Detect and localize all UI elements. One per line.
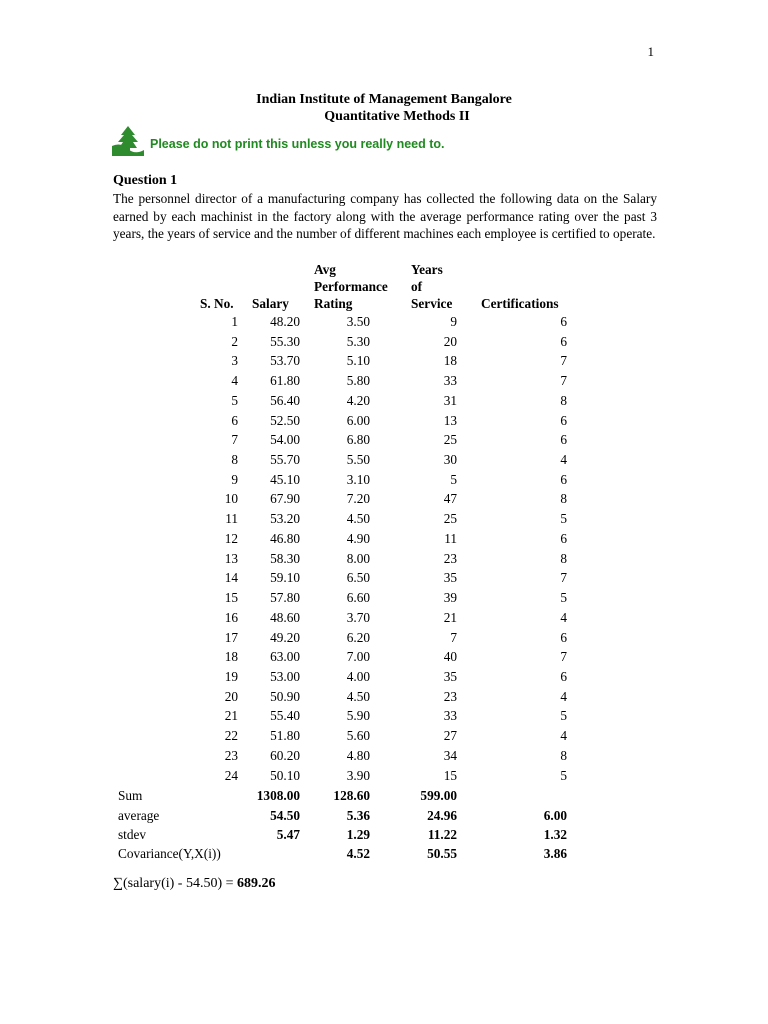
header-salary: Salary bbox=[252, 296, 289, 311]
table-cell: 35 bbox=[443, 570, 457, 586]
summary-label: Sum bbox=[118, 788, 143, 803]
summary-value: 4.52 bbox=[346, 846, 370, 861]
table-cell: 23 bbox=[443, 688, 457, 704]
table-cell: 57.80 bbox=[270, 590, 300, 606]
header-years-line1: Years bbox=[411, 262, 443, 277]
institute-title: Indian Institute of Management Bangalore bbox=[256, 92, 512, 107]
summary-value: 50.55 bbox=[427, 846, 457, 861]
question-text: The personnel director of a manufacturing company has collected the following data on the Salary earned by each machinist in the factory along with the average performance rating over the past 3 years, the years of service and the number of different machines each employee is certified to operate. bbox=[113, 191, 657, 242]
formula bbox=[113, 876, 276, 892]
table-cell: 53.00 bbox=[270, 668, 300, 684]
table-cell: 6.60 bbox=[346, 590, 370, 606]
table-cell: 8 bbox=[560, 392, 567, 408]
table-cell: 11 bbox=[444, 530, 457, 546]
table-cell: 7.00 bbox=[346, 649, 370, 665]
table-cell: 48.60 bbox=[270, 609, 300, 625]
header-years-line3: Service bbox=[411, 296, 453, 311]
table-cell: 55.40 bbox=[270, 708, 300, 724]
table-cell: 33 bbox=[443, 373, 457, 389]
table-cell: 4.90 bbox=[346, 530, 370, 546]
page-number: 1 bbox=[647, 44, 654, 59]
table-cell: 56.40 bbox=[270, 392, 300, 408]
summary-value: 5.36 bbox=[346, 808, 370, 823]
table-cell: 50.90 bbox=[270, 688, 300, 704]
table-cell: 5 bbox=[450, 471, 457, 487]
table-cell: 4 bbox=[560, 609, 567, 625]
table-cell: 6.50 bbox=[346, 570, 370, 586]
table-cell: 49.20 bbox=[270, 629, 300, 645]
table-cell: 13 bbox=[224, 550, 238, 566]
table-cell: 5 bbox=[231, 392, 238, 408]
table-cell: 8 bbox=[231, 452, 238, 468]
table-cell: 53.70 bbox=[270, 353, 300, 369]
table-cell: 53.20 bbox=[270, 511, 300, 527]
table-cell: 20 bbox=[443, 333, 457, 349]
table-cell: 6 bbox=[560, 333, 567, 349]
table-cell: 8 bbox=[560, 491, 567, 507]
question-heading: Question 1 bbox=[113, 173, 178, 188]
table-cell: 5 bbox=[560, 590, 567, 606]
header-years bbox=[411, 261, 452, 312]
summary-value: 128.60 bbox=[333, 788, 370, 803]
table-cell: 6 bbox=[560, 471, 567, 487]
table-cell: 47 bbox=[443, 491, 457, 507]
table-cell: 31 bbox=[443, 392, 457, 408]
table-cell: 7 bbox=[560, 373, 567, 389]
summary-value: 599.00 bbox=[420, 788, 457, 803]
summary-value: 1308.00 bbox=[256, 788, 300, 803]
table-cell: 4.00 bbox=[346, 668, 370, 684]
summary-label: stdev bbox=[118, 827, 147, 842]
table-cell: 18 bbox=[224, 649, 238, 665]
table-cell: 21 bbox=[443, 609, 457, 625]
table-cell: 5 bbox=[560, 767, 567, 783]
summary-value: 3.86 bbox=[543, 846, 567, 861]
table-cell: 14 bbox=[224, 570, 238, 586]
table-cell: 30 bbox=[443, 452, 457, 468]
table-cell: 7 bbox=[231, 432, 238, 448]
table-cell: 18 bbox=[443, 353, 457, 369]
table-cell: 33 bbox=[443, 708, 457, 724]
table-cell: 7 bbox=[560, 570, 567, 586]
table-cell: 48.20 bbox=[270, 314, 300, 329]
table-cell: 16 bbox=[224, 609, 238, 625]
table-cell: 52.50 bbox=[270, 412, 300, 428]
table-cell: 7 bbox=[450, 629, 457, 645]
table-cell: 24 bbox=[224, 767, 238, 783]
summary-value: 5.47 bbox=[276, 827, 300, 842]
table-cell: 22 bbox=[224, 728, 238, 744]
summary-label: Covariance(Y,X(i)) bbox=[118, 846, 221, 861]
table-cell: 4 bbox=[560, 452, 567, 468]
table-cell: 67.90 bbox=[270, 491, 300, 507]
table-cell: 9 bbox=[450, 314, 457, 329]
header-perf-line2: Performance bbox=[314, 279, 388, 294]
table-cell: 25 bbox=[443, 432, 457, 448]
table-cell: 20 bbox=[224, 688, 238, 704]
table-cell: 3.10 bbox=[346, 471, 370, 487]
table-cell: 51.80 bbox=[270, 728, 300, 744]
summary-value: 1.29 bbox=[346, 827, 370, 842]
header-sno: S. No. bbox=[200, 296, 234, 311]
table-cell: 11 bbox=[225, 511, 238, 527]
print-notice: Please do not print this unless you really need to. bbox=[150, 137, 445, 151]
table-cell: 23 bbox=[224, 747, 238, 763]
table-cell: 6.80 bbox=[346, 432, 370, 448]
summary-label: average bbox=[118, 808, 160, 823]
table-cell: 27 bbox=[443, 728, 457, 744]
summary-value: 1.32 bbox=[543, 827, 567, 842]
table-cell: 5.10 bbox=[346, 353, 370, 369]
table-cell: 54.00 bbox=[270, 432, 300, 448]
table-cell: 6 bbox=[231, 412, 238, 428]
table-cell: 4.50 bbox=[346, 688, 370, 704]
summary-value: 11.22 bbox=[427, 827, 457, 842]
table-cell: 5.80 bbox=[346, 373, 370, 389]
table-cell: 6 bbox=[560, 412, 567, 428]
table-cell: 5 bbox=[560, 511, 567, 527]
table-cell: 17 bbox=[224, 629, 238, 645]
table-cell: 3 bbox=[231, 353, 238, 369]
table-cell: 25 bbox=[443, 511, 457, 527]
table-cell: 58.30 bbox=[270, 550, 300, 566]
table-cell: 23 bbox=[443, 550, 457, 566]
table-cell: 5 bbox=[560, 708, 567, 724]
header-perf-line1: Avg bbox=[314, 262, 336, 277]
table-cell: 6.20 bbox=[346, 629, 370, 645]
course-title: Quantitative Methods II bbox=[324, 109, 470, 124]
header-perf bbox=[314, 261, 388, 312]
formula-text: ∑(salary(i) - 54.50) = bbox=[113, 876, 238, 891]
table-cell: 63.00 bbox=[270, 649, 300, 665]
table-cell: 15 bbox=[224, 590, 238, 606]
table-cell: 34 bbox=[443, 747, 457, 763]
table-cell: 8.00 bbox=[346, 550, 370, 566]
table-cell: 5.60 bbox=[346, 728, 370, 744]
summary-value: 54.50 bbox=[270, 808, 300, 823]
table-cell: 46.80 bbox=[270, 530, 300, 546]
table-cell: 4 bbox=[560, 728, 567, 744]
table-cell: 4.50 bbox=[346, 511, 370, 527]
table-cell: 6.00 bbox=[346, 412, 370, 428]
table-cell: 3.50 bbox=[346, 314, 370, 329]
table-cell: 3.90 bbox=[346, 767, 370, 783]
table-cell: 19 bbox=[224, 668, 238, 684]
table-cell: 40 bbox=[443, 649, 457, 665]
table-cell: 12 bbox=[224, 530, 238, 546]
table-cell: 1 bbox=[231, 314, 238, 329]
table-cell: 3.70 bbox=[346, 609, 370, 625]
table-cell: 4 bbox=[560, 688, 567, 704]
table-cell: 35 bbox=[443, 668, 457, 684]
table-cell: 7 bbox=[560, 353, 567, 369]
table-cell: 8 bbox=[560, 747, 567, 763]
table-cell: 45.10 bbox=[270, 471, 300, 487]
table-cell: 60.20 bbox=[270, 747, 300, 763]
table-cell: 21 bbox=[224, 708, 238, 724]
table-cell: 55.70 bbox=[270, 452, 300, 468]
table-cell: 55.30 bbox=[270, 333, 300, 349]
tree-icon bbox=[111, 125, 145, 157]
table-cell: 7 bbox=[560, 649, 567, 665]
header-certifications: Certifications bbox=[481, 296, 559, 311]
table-cell: 8 bbox=[560, 550, 567, 566]
table-cell: 4.80 bbox=[346, 747, 370, 763]
table-cell: 6 bbox=[560, 432, 567, 448]
table-cell: 4.20 bbox=[346, 392, 370, 408]
table-cell: 59.10 bbox=[270, 570, 300, 586]
table-cell: 4 bbox=[231, 373, 238, 389]
table-cell: 50.10 bbox=[270, 767, 300, 783]
table-cell: 7.20 bbox=[346, 491, 370, 507]
header-years-line2: of bbox=[411, 279, 423, 294]
formula-value: 689.26 bbox=[237, 876, 276, 891]
table-cell: 10 bbox=[224, 491, 238, 507]
table-cell: 5.50 bbox=[346, 452, 370, 468]
summary-value: 24.96 bbox=[427, 808, 457, 823]
header-perf-line3: Rating bbox=[314, 296, 353, 311]
table-cell: 15 bbox=[443, 767, 457, 783]
summary-value: 6.00 bbox=[543, 808, 567, 823]
table-cell: 2 bbox=[231, 333, 238, 349]
table-cell: 6 bbox=[560, 629, 567, 645]
table-cell: 6 bbox=[560, 530, 567, 546]
table-cell: 6 bbox=[560, 668, 567, 684]
table-cell: 5.30 bbox=[346, 333, 370, 349]
table-cell: 39 bbox=[443, 590, 457, 606]
table-cell: 13 bbox=[443, 412, 457, 428]
table-cell: 5.90 bbox=[346, 708, 370, 724]
table-cell: 9 bbox=[231, 471, 238, 487]
table-cell: 61.80 bbox=[270, 373, 300, 389]
table-cell: 6 bbox=[560, 314, 567, 329]
